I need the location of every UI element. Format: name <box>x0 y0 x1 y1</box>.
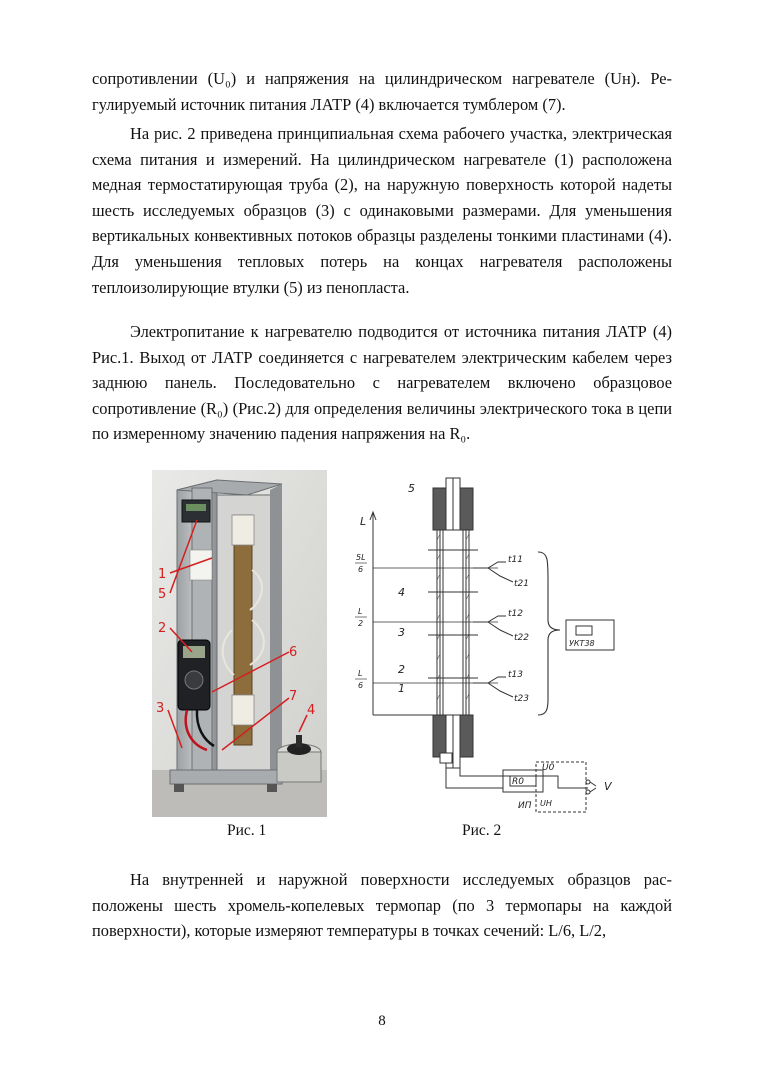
figure-1-caption: Рис. 1 <box>227 822 267 839</box>
label-UH: UH <box>540 799 552 808</box>
tick-5L-denominator: 6 <box>358 565 364 574</box>
axis-L-label: L <box>360 515 367 528</box>
callout-6: 6 <box>289 645 298 660</box>
callout-7: 7 <box>289 689 298 704</box>
label-2: 2 <box>398 663 405 676</box>
label-U0: U0 <box>542 763 555 773</box>
tick-L2-numerator: L <box>358 607 363 616</box>
label-V: V <box>604 780 612 793</box>
paragraph-4: На внутренней и наружной поверхности исследуемых образцов расположены шесть хромель-копелевых термопар (по 3 термопары на каждой поверхности), которые измеряют температуры в точках сечений: L/6, L/2, <box>92 870 672 941</box>
label-t21: t21 <box>514 579 529 589</box>
setup-photo-drawing <box>152 470 327 817</box>
paragraph-3: Электропитание к нагревателю подводится от источника питания ЛАТР (4) Рис.1. Выход от ЛАТР соединяется с нагревателем электрическим кабелем через заднюю панель. Последовательно с нагревателем включено образцовое сопротивление (R₀) (Рис.2) для определения величины электрического тока в цепи по измеренному значению падения напряжения на R₀. <box>92 322 672 444</box>
figure-2-schematic <box>348 470 678 820</box>
figure-2-caption: Рис. 2 <box>462 822 502 839</box>
label-IP: ИП <box>518 801 532 811</box>
callout-2: 2 <box>158 621 167 636</box>
label-1: 1 <box>398 682 405 695</box>
tick-L2-denominator: 2 <box>358 619 364 628</box>
callout-4: 4 <box>307 703 316 718</box>
label-t22: t22 <box>514 633 529 643</box>
callout-1: 1 <box>158 567 167 582</box>
page-number: 8 <box>378 1013 386 1029</box>
figure-1-photo <box>152 470 327 817</box>
tick-5L-numerator: 5L <box>356 553 366 562</box>
label-t12: t12 <box>508 609 523 619</box>
label-t13: t13 <box>508 670 523 680</box>
tick-L6-denominator: 6 <box>358 681 364 690</box>
paragraph-2: На рис. 2 приведена принципиальная схема рабочего участка, электрическая схема питания и измерений. На цилиндрическом нагревателе (1) расположена медная термостатирующая труба (2), на наружную поверхность которой надеты шесть исследуемых образцов (3) с одинаковыми размерами. Для уменьшения вертикальных конвективных потоков образцы разделены тонкими пластинами (4). Для уменьшения тепловых потерь на концах нагревателя расположены теплоизолирующие втулки (5) из пенопласта. <box>92 124 672 297</box>
tick-L6-numerator: L <box>358 669 363 678</box>
label-3: 3 <box>398 626 405 639</box>
label-t11: t11 <box>508 555 523 565</box>
label-device-ukt38: УКТ38 <box>569 639 595 648</box>
callout-3: 3 <box>156 701 165 716</box>
schematic-drawing <box>348 470 678 820</box>
label-R0: R0 <box>512 777 524 787</box>
paragraph-1: сопротивлении (U₀) и напряжения на цилиндрическом нагревателе (Uн). Регулируемый источник питания ЛАТР (4) включается тумблером (7). <box>92 69 672 114</box>
label-t23: t23 <box>514 694 529 704</box>
label-5: 5 <box>408 482 415 495</box>
label-4: 4 <box>398 586 405 599</box>
callout-5: 5 <box>158 587 167 602</box>
